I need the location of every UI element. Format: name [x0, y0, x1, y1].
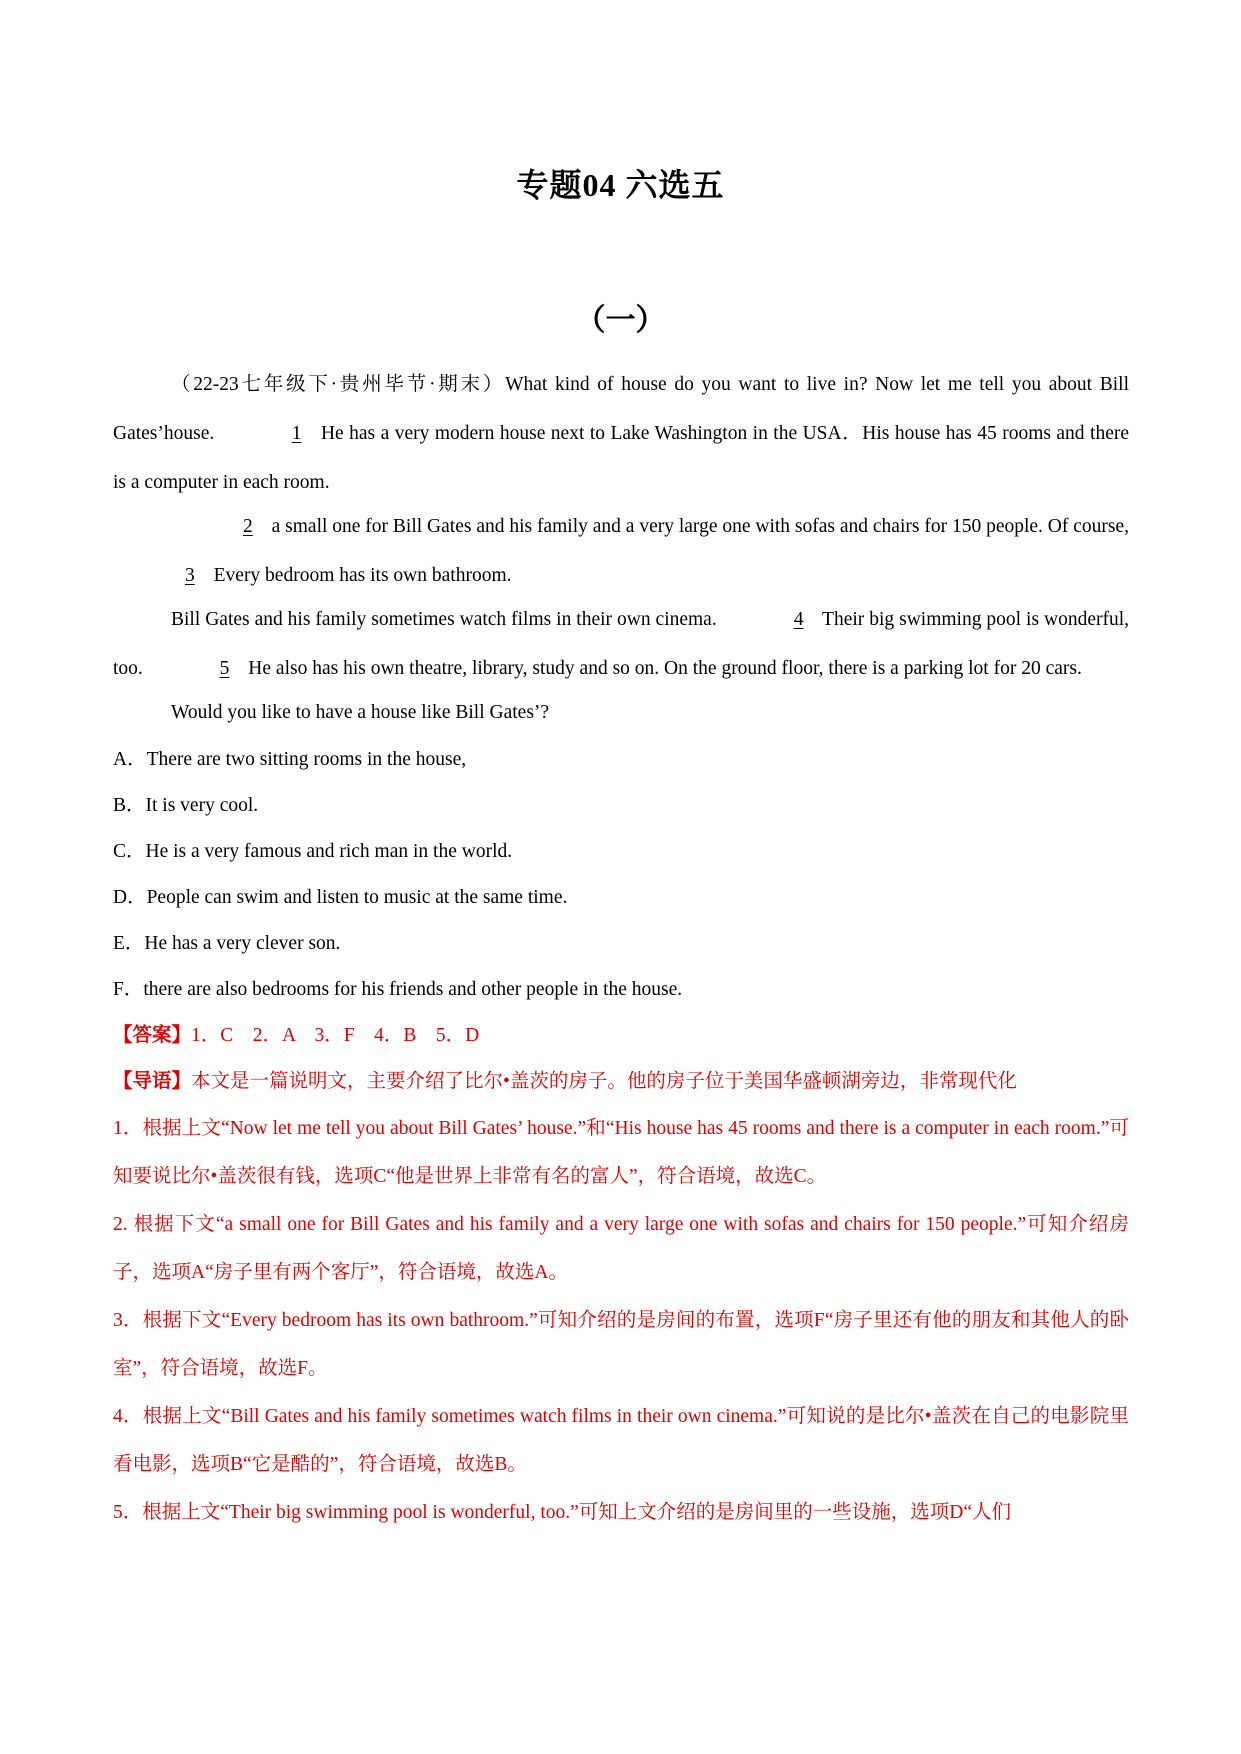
- passage-text: Every bedroom has its own bathroom.: [208, 565, 512, 586]
- passage-text: a small one for Bill Gates and his family and a very large one with sofas and chairs for 150 people. Of course,: [266, 516, 1130, 537]
- answer-section: [113, 1013, 1129, 1537]
- guide-label: 【导语】: [113, 1071, 192, 1092]
- explanation-5: 5．根据上文“Their big swimming pool is wonderful, too.”可知上文介绍的是房间里的一些设施，选项D“人们: [113, 1502, 1012, 1523]
- guide-line: [113, 1059, 1129, 1105]
- passage-paragraph-2: [113, 502, 1129, 600]
- explanation-4: 4．根据上文“Bill Gates and his family sometimes watch films in their own cinema.”可知说的是比尔•盖茨在自己的电影院里看电影，选项B“它是酷的”，符合语境，故选B。: [113, 1406, 1129, 1475]
- passage-paragraph-1: [113, 360, 1129, 507]
- page-title: 专题04 六选五: [516, 167, 725, 203]
- answer-text: 1．C 2．A 3．F 4．B 5．D: [191, 1025, 480, 1046]
- blank-5: 5: [219, 658, 230, 679]
- option-e: E．He has a very clever son.: [113, 933, 341, 954]
- explanation-2: 2. 根据下文“a small one for Bill Gates and his family and a very large one with sofas and chairs for 150 people.”可知介绍房子，选项A“房子里有两个客厅”，符合语境，故选A。: [113, 1214, 1129, 1283]
- blank-4: 4: [793, 609, 804, 630]
- blank-1: 1: [291, 423, 302, 444]
- document-body: [113, 360, 1129, 1537]
- option-c: C．He is a very famous and rich man in the world.: [113, 841, 513, 862]
- blank-3: 3: [185, 565, 195, 586]
- passage-paragraph-3: [113, 595, 1129, 693]
- option-b: B．It is very cool.: [113, 795, 259, 816]
- passage-text: （22-23七年级下·贵州毕节·期末）What kind of house do you want to live in? Now let me tell you about Bill Gates’house.: [113, 374, 1129, 444]
- explanation-3: 3．根据下文“Every bedroom has its own bathroom.”可知介绍的是房间的布置，选项F“房子里还有他的朋友和其他人的卧室”，符合语境，故选F。: [113, 1310, 1129, 1379]
- answer-line: [113, 1013, 1129, 1059]
- passage-text: He also has his own theatre, library, study and so on. On the ground floor, there is a parking lot for 20 cars.: [243, 658, 1082, 679]
- answer-label: 【答案】: [113, 1025, 192, 1046]
- passage-text: Bill Gates and his family sometimes watch films in their own cinema.: [171, 609, 722, 630]
- passage-paragraph-4: Would you like to have a house like Bill Gates’?: [171, 702, 550, 723]
- passage-text: He has a very modern house next to Lake Washington in the USA．His house has 45 rooms and there is a computer in each room.: [113, 423, 1129, 493]
- explanation-1: 1．根据上文“Now let me tell you about Bill Gates’ house.”和“His house has 45 rooms and there is a computer in each room.”可知要说比尔•盖茨很有钱，选项C“他是世界上非常有名的富人”，符合语境，故选C。: [113, 1118, 1129, 1187]
- section-subtitle: （一）: [575, 304, 666, 337]
- option-d: D．People can swim and listen to music at the same time.: [113, 887, 568, 908]
- blank-2: 2: [243, 516, 253, 537]
- passage-text: Their big swimming pool is wonderful, too.: [113, 609, 1130, 679]
- option-a: A．There are two sitting rooms in the house,: [113, 749, 467, 770]
- option-f: F．there are also bedrooms for his friends and other people in the house.: [113, 979, 683, 1000]
- options-list: [113, 737, 1129, 1013]
- guide-text: 本文是一篇说明文，主要介绍了比尔•盖茨的房子。他的房子位于美国华盛顿湖旁边，非常现代化: [191, 1071, 1017, 1092]
